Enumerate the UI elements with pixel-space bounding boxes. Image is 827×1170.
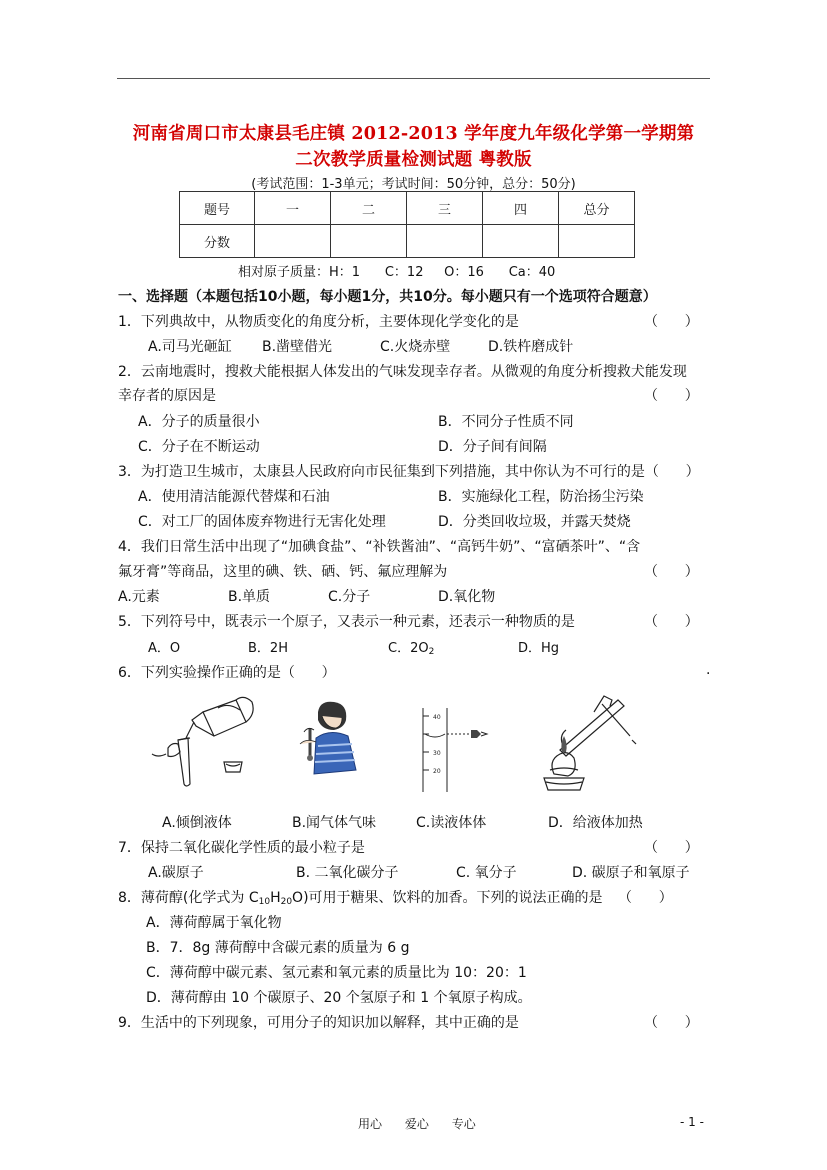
answer-paren: （ ） — [618, 890, 673, 906]
answer-paren: （ ） — [644, 564, 699, 580]
question-6-stem: 6．下列实验操作正确的是（ ） — [118, 665, 336, 681]
exam-title-line2: 二次教学质量检测试题 粤教版 — [295, 150, 532, 170]
q2-option-a: A．分子的质量很小 — [138, 414, 260, 430]
score-blank-cell[interactable] — [483, 225, 559, 258]
q3-option-c: C．对工厂的固体废弃物进行无害化处理 — [138, 514, 386, 530]
q4-option-d: D.氧化物 — [438, 589, 496, 605]
q4-option-a: A.元素 — [118, 589, 160, 605]
q4-option-b: B.单质 — [228, 589, 271, 605]
question-7-stem: 7．保持二氧化碳化学性质的最小粒子是 — [118, 840, 365, 856]
q5-option-c — [388, 637, 434, 657]
q1-option-a: A.司马光砸缸 — [148, 339, 232, 355]
q4-option-c: C.分子 — [328, 589, 371, 605]
q1-option-b: B.凿壁借光 — [262, 339, 333, 355]
section-heading: 一、选择题（本题包括10小题，每小题1分，共10分。每小题只有一个选项符合题意） — [118, 289, 657, 305]
answer-paren: （ ） — [644, 314, 699, 330]
question-9-stem: 9．生活中的下列现象，可用分子的知识加以解释，其中正确的是 — [118, 1015, 519, 1031]
q8-stem-post: O)可用于糖果、饮料的加香。下列的说法正确的是 — [292, 890, 603, 906]
score-header-cell: 一 — [255, 192, 331, 225]
score-header-cell: 总分 — [559, 192, 635, 225]
score-blank-cell[interactable] — [331, 225, 407, 258]
q5-option-c-text: C．2O — [388, 641, 429, 656]
q2-option-c: C．分子在不断运动 — [138, 439, 260, 455]
q8-stem-pre: 8．薄荷醇(化学式为 C — [118, 890, 259, 906]
atomic-mass-line: 相对原子质量：H：1 C：12 O：16 Ca：40 — [238, 265, 556, 280]
answer-paren: （ ） — [644, 840, 699, 856]
page-number: - 1 - — [680, 1115, 704, 1129]
scale-tick-40: 40 — [433, 714, 441, 721]
question-3-stem: 3．为打造卫生城市，太康县人民政府向市民征集到下列措施，其中你认为不可行的是（ ） — [118, 464, 700, 480]
header-rule — [117, 78, 710, 79]
q7-option-c: C. 氧分子 — [456, 865, 517, 881]
q8-subscript-hydrogen: 20 — [280, 897, 293, 907]
score-table-header-row — [180, 192, 635, 225]
q5-option-a: A．O — [148, 641, 181, 656]
smelling-gas-illustration — [290, 698, 370, 794]
score-blank-cell[interactable] — [255, 225, 331, 258]
q2-option-d: D．分子间有间隔 — [438, 439, 547, 455]
reading-volume-illustration — [415, 706, 495, 796]
q3-option-b: B．实施绿化工程，防治扬尘污染 — [438, 489, 644, 505]
q8-option-b: B．7．8g 薄荷醇中含碳元素的质量为 6 g — [146, 940, 410, 956]
q8-subscript-carbon: 10 — [258, 897, 271, 907]
score-blank-cell[interactable] — [407, 225, 483, 258]
score-table — [179, 191, 635, 258]
question-2-stem: 2．云南地震时，搜救犬能根据人体发出的气味发现幸存者。从微观的角度分析搜救犬能发现 — [118, 364, 687, 380]
stray-dot: . — [706, 662, 711, 678]
score-header-cell: 三 — [407, 192, 483, 225]
q5-option-b: B．2H — [248, 641, 288, 656]
q8-option-d: D．薄荷醇由 10 个碳原子、20 个氢原子和 1 个氧原子构成。 — [146, 990, 532, 1006]
q7-option-d: D. 碳原子和氧原子 — [572, 865, 690, 881]
question-4-stem-cont: 氟牙膏”等商品，这里的碘、铁、硒、钙、氟应理解为 — [118, 564, 448, 580]
heating-liquid-illustration — [538, 690, 658, 794]
q8-hydrogen: H — [270, 890, 281, 906]
scale-tick-30: 30 — [433, 750, 441, 757]
q5-option-d: D．Hg — [518, 641, 560, 656]
score-header-cell: 题号 — [180, 192, 255, 225]
q8-option-a: A．薄荷醇属于氧化物 — [146, 915, 282, 931]
exam-info: (考试范围：1-3单元；考试时间：50分钟，总分：50分) — [251, 177, 576, 192]
question-8-stem — [118, 887, 603, 907]
score-header-cell: 二 — [331, 192, 407, 225]
q5-option-c-subscript: 2 — [428, 647, 435, 657]
score-header-cell: 四 — [483, 192, 559, 225]
q2-option-b: B．不同分子性质不同 — [438, 414, 574, 430]
q6-option-c: C.读液体体 — [416, 815, 487, 831]
score-table-score-row — [180, 225, 635, 258]
footer-motto: 用心 爱心 专心 — [358, 1117, 476, 1131]
question-2-stem-cont: 幸存者的原因是 — [118, 388, 216, 404]
score-blank-cell[interactable] — [559, 225, 635, 258]
answer-paren: （ ） — [644, 1015, 699, 1031]
q1-option-c: C.火烧赤壁 — [380, 339, 451, 355]
answer-paren: （ ） — [644, 614, 699, 630]
q3-option-a: A．使用清洁能源代替煤和石油 — [138, 489, 330, 505]
q6-option-d: D．给液体加热 — [548, 815, 643, 831]
question-1-stem: 1．下列典故中，从物质变化的角度分析，主要体现化学变化的是 — [118, 314, 519, 330]
q1-option-d: D.铁杵磨成针 — [488, 339, 574, 355]
score-row-label: 分数 — [180, 225, 255, 258]
q6-option-b: B.闻气体气味 — [292, 815, 377, 831]
q8-option-c: C．薄荷醇中碳元素、氢元素和氧元素的质量比为 10：20：1 — [146, 965, 527, 981]
q3-option-d: D．分类回收垃圾，并露天焚烧 — [438, 514, 631, 530]
pouring-liquid-illustration — [148, 692, 258, 792]
q6-option-a: A.倾倒液体 — [162, 815, 232, 831]
scale-tick-20: 20 — [433, 768, 441, 775]
question-5-stem: 5．下列符号中，既表示一个原子，又表示一种元素，还表示一种物质的是 — [118, 614, 575, 630]
question-4-stem: 4．我们日常生活中出现了“加碘食盐”、“补铁酱油”、“高钙牛奶”、“富硒茶叶”、“含 — [118, 539, 641, 555]
q7-option-a: A.碳原子 — [148, 865, 204, 881]
answer-paren: （ ） — [644, 388, 699, 404]
exam-title-line1: 河南省周口市太康县毛庄镇 2012-2013 学年度九年级化学第一学期第 — [132, 124, 695, 144]
q7-option-b: B. 二氧化碳分子 — [296, 865, 399, 881]
